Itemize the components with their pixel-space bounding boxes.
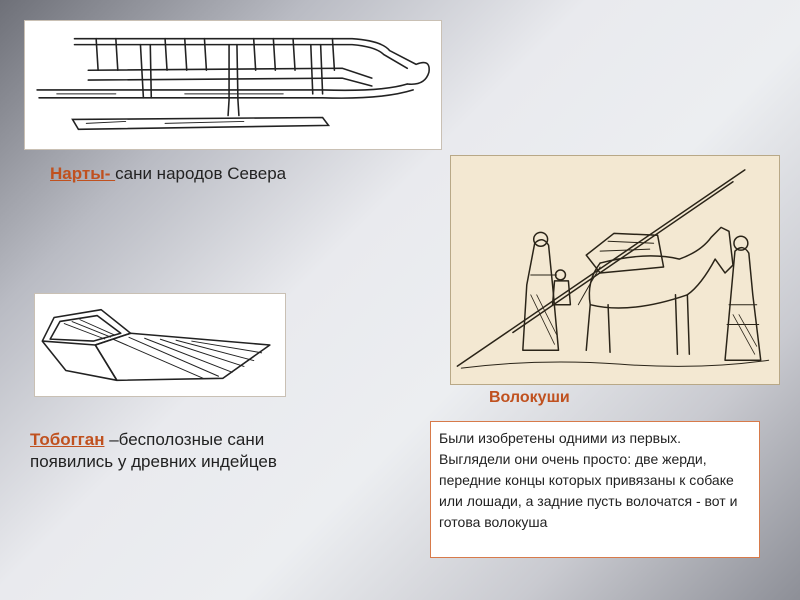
toboggan-text-line1: –бесполозные сани [104, 430, 265, 449]
toboggan-drawing [35, 294, 285, 396]
travois-description-box [430, 421, 760, 558]
toboggan-caption [30, 429, 277, 473]
travois-image [450, 155, 780, 385]
travois-description: Были изобретены одними из первых. Выглядели они очень просто: две жерди, передние концы которых привязаны к собаке или лошади, а задние пусть волочатся - вот и готова волокуша [439, 430, 738, 530]
narty-text: сани народов Севера [115, 164, 287, 183]
toboggan-text-line2: появились у древних индейцев [30, 452, 277, 471]
travois-title: Волокуши [489, 389, 570, 406]
toboggan-image [34, 293, 286, 397]
narty-term: Нарты- [50, 164, 116, 183]
narty-caption [50, 163, 286, 185]
toboggan-caption-line1 [30, 429, 277, 451]
narty-sled-drawing [25, 21, 441, 149]
travois-drawing [451, 156, 779, 384]
toboggan-term: Тобогган [30, 430, 105, 449]
narty-sled-image [24, 20, 442, 150]
